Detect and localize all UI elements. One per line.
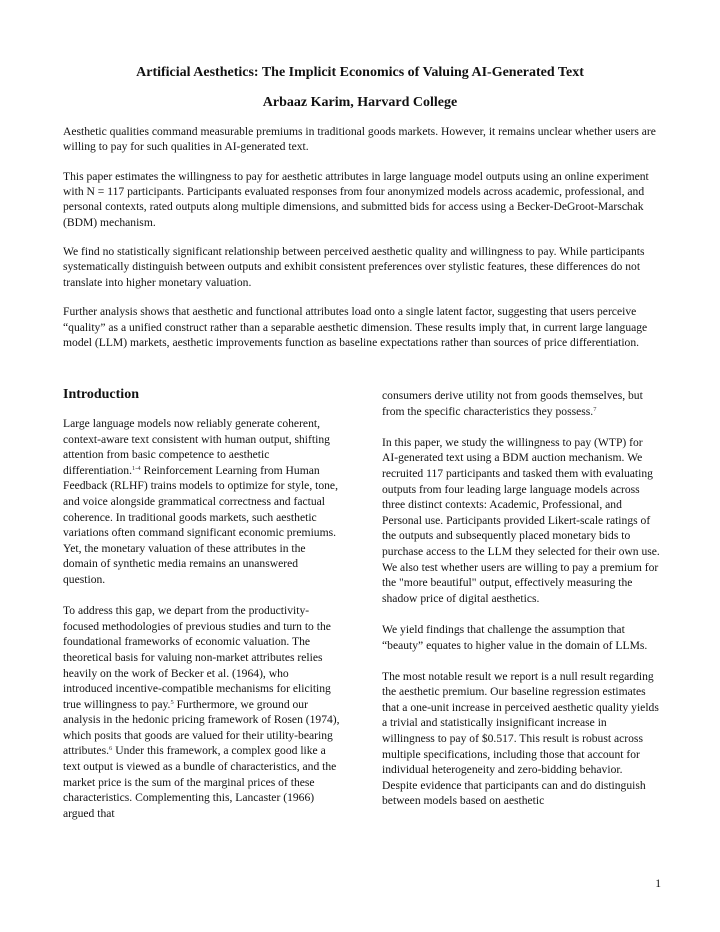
left-column bbox=[63, 386, 341, 821]
abstract-paragraph: Aesthetic qualities command measurable premiums in traditional goods markets. However, it remains unclear whether users are willing to pay for such qualities in AI-generated text. bbox=[63, 125, 656, 154]
body-paragraph: We yield findings that challenge the assumption that “beauty” equates to higher value in the domain of LLMs. bbox=[382, 622, 648, 652]
section-heading: Introduction bbox=[63, 387, 139, 402]
page-number: 1 bbox=[655, 877, 661, 890]
paragraph-text: Furthermore, we ground our analysis in the hedonic pricing framework of Rosen (1974), which posits that goods are valued for their utility-bearing attributes. bbox=[63, 697, 340, 758]
paragraph-text: Under this framework, a complex good like a text output is viewed as a bundle of characteristics, and the market price is the sum of the marginal prices of these characteristics. Complementing this, Lancaster (1966) argued that bbox=[63, 744, 337, 820]
abstract bbox=[63, 124, 661, 364]
citation-superscript: 1-4 bbox=[132, 464, 141, 472]
abstract-paragraph: Further analysis shows that aesthetic and functional attributes load onto a single latent factor, suggesting that users perceive “quality” as a unified construct rather than a separable aesthetic dimension. These results imply that, in current large language model (LLM) markets, aesthetic improvements function as baseline expectations rather than sources of price differentiation. bbox=[63, 305, 648, 349]
body-paragraph bbox=[63, 416, 341, 588]
paragraph-text: Large language models now reliably generate coherent, context-aware text consistent with human output, shifting attention from basic competence to aesthetic differentiation. bbox=[63, 417, 330, 477]
body-paragraph bbox=[63, 603, 341, 821]
paragraph-text: consumers derive utility not from goods themselves, but from the specific characteristics they possess. bbox=[382, 389, 643, 418]
abstract-paragraph: We find no statistically significant relationship between perceived aesthetic quality and willingness to pay. While participants systematically distinguish between outputs and exhibit consistent preferences over stylistic features, these differences do not translate into higher monetary valuation. bbox=[63, 245, 645, 289]
citation-superscript: 5 bbox=[170, 698, 174, 706]
body-paragraph: The most notable result we report is a null result regarding the aesthetic premium. Our baseline regression estimates that a one-unit increase in perceived aesthetic quality yields a trivial and statistically insignificant increase in willingness to pay of $0.517. This result is robust across multiple specifications, including those that account for individual heterogeneity and zero-bidding behavior. Despite evidence that participants can and do distinguish between models based on aesthetic bbox=[382, 669, 659, 808]
right-column bbox=[382, 388, 660, 809]
paper-author: Arbaaz Karim, Harvard College bbox=[262, 95, 458, 110]
paragraph-text: To address this gap, we depart from the productivity-focused methodologies of previous studies and turn to the foundational frameworks of economic valuation. The theoretical basis for valuing non-market attributes relies heavily on the work of Becker et al. (1964), who introduced incentive-compatible mechanisms for eliciting true willingness to pay. bbox=[63, 604, 331, 711]
citation-superscript: 6 bbox=[109, 745, 113, 753]
body-paragraph: In this paper, we study the willingness to pay (WTP) for AI-generated text using a BDM auction mechanism. We recruited 117 participants and tasked them with evaluating outputs from four leading large language models across three distinct contexts: Academic, Professional, and Personal use. Participants provided Likert-scale ratings of the outputs and subsequently placed monetary bids to purchase access to the LLM they selected for their own use. We also test whether users are willing to pay a premium for the "more beautiful" output, effectively measuring the shadow price of digital aesthetics. bbox=[382, 435, 660, 605]
paper-title: Artificial Aesthetics: The Implicit Economics of Valuing AI-Generated Text bbox=[136, 65, 584, 80]
abstract-paragraph: This paper estimates the willingness to pay for aesthetic attributes in large language model outputs using an online experiment with N = 117 participants. Participants evaluated responses from four anonymized models across academic, professional, and personal contexts, rated outputs along multiple dimensions, and submitted bids for access using a Becker-DeGroot-Marschak (BDM) mechanism. bbox=[63, 169, 649, 229]
paragraph-text: Reinforcement Learning from Human Feedback (RLHF) trains models to optimize for style, tone, and voice alongside grammatical correctness and factual coherence. In traditional goods markets, such aesthetic variations often command significant economic premiums. Yet, the monetary valuation of these attributes in the domain of synthetic media remains an unanswered question. bbox=[63, 463, 338, 586]
body-paragraph bbox=[382, 388, 660, 419]
citation-superscript: 7 bbox=[593, 405, 597, 413]
